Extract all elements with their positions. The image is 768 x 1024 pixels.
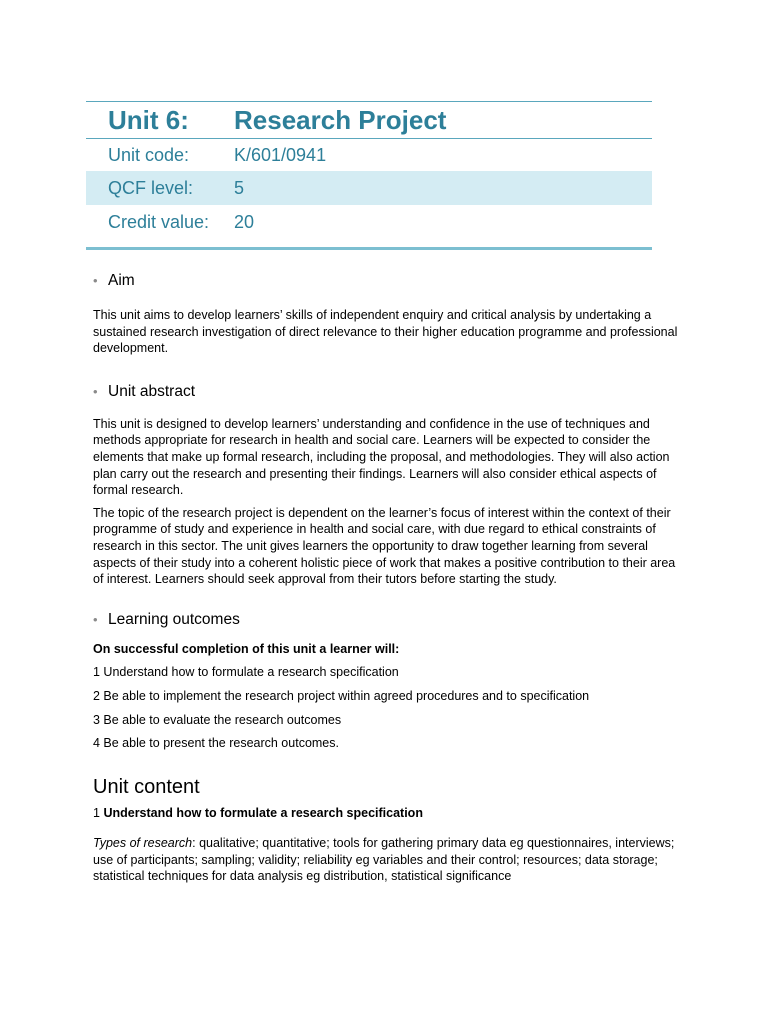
types-of-research-label: Types of research — [93, 836, 193, 851]
abstract-paragraph-2: The topic of the research project is dependent on the learner’s focus of interest within the context of their programme of study and experience in health and social care, with due regard to ethical constraints of research in this sector. The unit gives learners the opportunity to draw together learning from several aspects of their study into a coherent holistic piece of work that makes a positive contribution to their area of interest. Learners should seek approval from their tutors before starting the study. — [93, 505, 676, 587]
unit-number: Unit 6: — [108, 104, 189, 135]
credit-value-label: Credit value: — [108, 211, 210, 232]
outcomes-intro: On successful completion of this unit a learner will: — [93, 641, 400, 656]
abstract-paragraph-1: This unit is designed to develop learners’ understanding and confidence in the use of techniques and methods appropriate for research in health and social care. Learners will be expected to consider the elements that make up formal research, including the proposal, and methodologies. They will also action plan carry out the research and presenting their findings. Learners will also consider ethical aspects of formal research. — [93, 416, 670, 498]
aim-heading — [93, 272, 683, 290]
unit-code-row — [86, 139, 652, 171]
content-section-title: Understand how to formulate a research specification — [103, 805, 423, 820]
unit-title-row — [86, 102, 652, 138]
aim-paragraph: This unit aims to develop learners’ skills of independent enquiry and critical analysis by undertaking a sustained research investigation of direct relevance to their higher education programme and professional development. — [93, 308, 678, 356]
outcome-item: 1 Understand how to formulate a research specification — [93, 665, 399, 680]
outcomes-heading-text: Learning outcomes — [108, 610, 240, 628]
unit-content-heading: Unit content — [93, 775, 200, 798]
credit-value-row — [86, 205, 652, 239]
unit-title: Research Project — [234, 104, 447, 135]
header-bottom-rule — [86, 247, 652, 250]
qcf-level-row — [86, 171, 652, 205]
unit-code-label: Unit code: — [108, 144, 190, 165]
unit-code-value: K/601/0941 — [234, 144, 327, 165]
outcome-item: 3 Be able to evaluate the research outcomes — [93, 712, 342, 727]
outcome-item: 2 Be able to implement the research project within agreed procedures and to specification — [93, 688, 590, 703]
types-of-research-text: : qualitative; quantitative; tools for gathering primary data eg questionnaires, interviews; use of participants; sampling; validity; reliability eg variables and their control; resources; data storage; statistical techniques for data analysis eg distribution, statistical significance — [93, 836, 675, 884]
content-section-number: 1 — [93, 805, 100, 820]
header-spacer — [86, 239, 652, 247]
bullet-icon: • — [93, 611, 98, 627]
unit-body — [93, 272, 683, 885]
qcf-level-value: 5 — [234, 177, 245, 198]
abstract-heading — [93, 383, 683, 401]
bullet-icon: • — [93, 273, 98, 288]
bullet-icon: • — [93, 383, 98, 399]
outcome-item: 4 Be able to present the research outcomes. — [93, 736, 339, 751]
unit-header-table — [86, 101, 652, 250]
credit-value-value: 20 — [234, 211, 255, 232]
qcf-level-label: QCF level: — [108, 177, 194, 198]
types-of-research-paragraph — [93, 835, 683, 885]
content-section-heading — [93, 805, 683, 822]
aim-heading-text: Aim — [108, 272, 135, 289]
outcomes-heading — [93, 611, 683, 629]
abstract-heading-text: Unit abstract — [108, 382, 196, 400]
